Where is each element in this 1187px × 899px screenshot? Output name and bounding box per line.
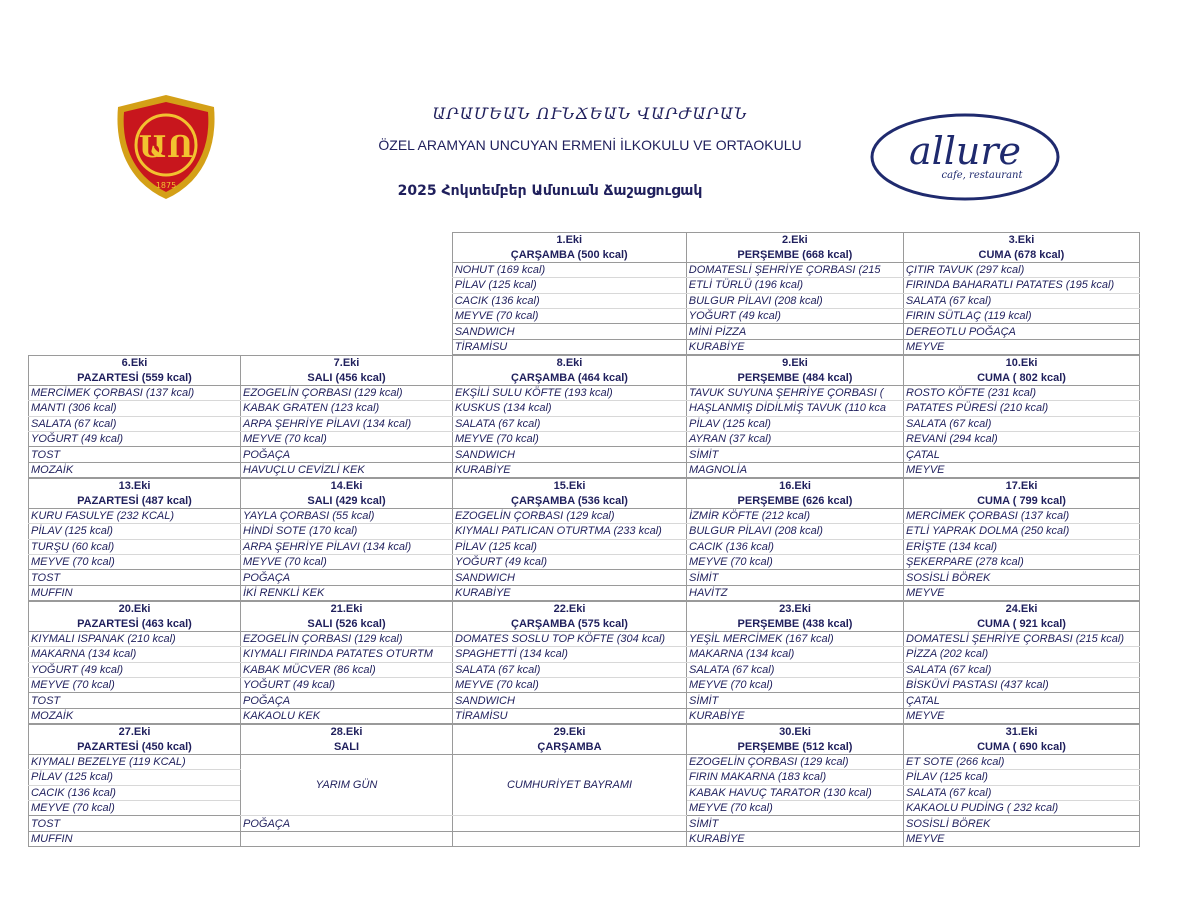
menu-row [29,401,1140,416]
menu-item: REVANİ (294 kcal) [904,431,1140,446]
day-date-persembe: 30.Eki [687,725,904,740]
snack-item: TOST [29,570,241,585]
day-header-row [29,479,1140,494]
menu-item: SALATA (67 kcal) [453,416,687,431]
school-turkish-title: ÖZEL ARAMYAN UNCUYAN ERMENİ İLKOKULU VE ORTAOKULU [378,137,802,153]
day-header-row [29,602,1140,617]
menu-item: MEYVE (70 kcal) [687,554,904,569]
dessert-item: MAGNOLİA [687,462,904,477]
day-date-sali: 7.Eki [241,356,453,371]
day-date-cuma: 3.Eki [903,233,1139,248]
menu-item: MEYVE (70 kcal) [687,677,904,692]
day-date-sali: 21.Eki [241,602,453,617]
snack-item: SİMİT [687,447,904,462]
menu-item: MEYVE (70 kcal) [453,431,687,446]
menu-item: EKŞİLİ SULU KÖFTE (193 kcal) [453,385,687,400]
menu-item: KIYMALI BEZELYE (119 KCAL) [29,754,241,769]
day-name-cuma: CUMA ( 799 kcal) [904,493,1140,508]
menu-item: PİLAV (125 kcal) [452,278,686,293]
menu-item: CACIK (136 kcal) [687,539,904,554]
menu-item: MANTI (306 kcal) [29,401,241,416]
day-date-persembe: 16.Eki [687,479,904,494]
day-name-carsamba: ÇARŞAMBA (575 kcal) [453,616,687,631]
menu-item: YEŞİL MERCİMEK (167 kcal) [687,631,904,646]
menu-item: ETLİ TÜRLÜ (196 kcal) [686,278,903,293]
menu-item: EZOGELİN ÇORBASI (129 kcal) [453,508,687,523]
dessert-item: MEYVE [904,708,1140,723]
day-header-row [29,739,1140,754]
holiday-note-sali: YARIM GÜN [241,754,453,816]
menu-row [29,539,1140,554]
allure-brand-text: allure [908,129,1022,173]
dessert-item: KURABİYE [687,708,904,723]
menu-row [29,508,1140,523]
crest-year: 1875 [155,181,177,190]
dessert-item: HAVUÇLU CEVİZLİ KEK [241,462,453,477]
dessert-item [241,831,453,846]
menu-row [29,831,1140,846]
day-header-row [29,616,1140,631]
menu-item: MEYVE (70 kcal) [452,308,686,323]
menu-item: SALATA (67 kcal) [903,293,1139,308]
menu-item: AYRAN (37 kcal) [687,431,904,446]
menu-item: KABAK MÜCVER (86 kcal) [241,662,453,677]
dessert-item: HAVİTZ [687,585,904,600]
menu-item: HİNDİ SOTE (170 kcal) [241,524,453,539]
menu-item: PİLAV (125 kcal) [29,524,241,539]
snack-item: POĞAÇA [241,447,453,462]
menu-item: MEYVE (70 kcal) [29,800,241,815]
day-header-row [29,370,1140,385]
menu-item: FIRIN SÜTLAÇ (119 kcal) [903,308,1139,323]
menu-item: MAKARNA (134 kcal) [687,647,904,662]
day-date-cuma: 10.Eki [904,356,1140,371]
empty-cell [240,262,452,277]
day-name-pazartesi: PAZARTESİ (450 kcal) [29,739,241,754]
menu-item: PİLAV (125 kcal) [453,539,687,554]
snack-item: SOSİSLİ BÖREK [904,816,1140,831]
menu-item: BİSKÜVİ PASTASI (437 kcal) [904,677,1140,692]
day-date-carsamba: 15.Eki [453,479,687,494]
menu-item: DOMATES SOSLU TOP KÖFTE (304 kcal) [453,631,687,646]
day-date-cuma: 17.Eki [904,479,1140,494]
menu-item: DOMATESLİ ŞEHRİYE ÇORBASI (215 kcal) [904,631,1140,646]
menu-item: KABAK GRATEN (123 kcal) [241,401,453,416]
menu-item: YAYLA ÇORBASI (55 kcal) [241,508,453,523]
day-header-row [29,493,1140,508]
week-table [28,478,1140,601]
dessert-item: MEYVE [904,831,1140,846]
empty-cell [240,339,452,354]
menu-item: PİLAV (125 kcal) [904,770,1140,785]
menu-month-title: 2025 Հոկտեմբեր Ամսուան Ճաշացուցակ [397,183,703,199]
day-date-carsamba: 8.Eki [453,356,687,371]
day-name-cuma: CUMA ( 802 kcal) [904,370,1140,385]
menu-item: PİZZA (202 kcal) [904,647,1140,662]
empty-cell [240,293,452,308]
day-name-pazartesi: PAZARTESİ (487 kcal) [29,493,241,508]
empty-cell [28,308,240,323]
day-date-persembe: 2.Eki [686,233,903,248]
menu-row [29,662,1140,677]
menu-row [29,677,1140,692]
dessert-item: KURABİYE [687,831,904,846]
menu-row [29,462,1140,477]
menu-item: ROSTO KÖFTE (231 kcal) [904,385,1140,400]
menu-row [29,447,1140,462]
empty-cell [28,278,240,293]
menu-item: PATATES PÜRESİ (210 kcal) [904,401,1140,416]
dessert-item: MEYVE [903,339,1139,354]
dessert-item: MUFFIN [29,831,241,846]
snack-item: SİMİT [687,693,904,708]
menu-item: ÇITIR TAVUK (297 kcal) [903,262,1139,277]
school-armenian-title: ԱՐԱՄԵԱՆ ՈՒՆՃԵԱՆ ՎԱՐԺԱՐԱՆ [432,104,748,123]
snack-item [453,816,687,831]
day-name-persembe: PERŞEMBE (668 kcal) [686,247,903,262]
school-crest-logo [110,93,222,201]
menu-item: EZOGELİN ÇORBASI (129 kcal) [687,754,904,769]
dessert-item: İKİ RENKLİ KEK [241,585,453,600]
allure-tagline: cafe, restaurant [941,170,1023,181]
menu-item: ET SOTE (266 kcal) [904,754,1140,769]
menu-row [28,293,1140,308]
menu-item: SPAGHETTİ (134 kcal) [453,647,687,662]
empty-cell [240,233,452,248]
dessert-item: MUFFIN [29,585,241,600]
snack-item: DEREOTLU POĞAÇA [903,324,1139,339]
snack-item: SANDWICH [453,693,687,708]
menu-item: SALATA (67 kcal) [687,662,904,677]
crest-monogram: ԱՈ [138,130,194,165]
menu-item: HAŞLANMIŞ DİDİLMİŞ TAVUK (110 kca [687,401,904,416]
day-name-carsamba: ÇARŞAMBA [453,739,687,754]
dessert-item: TİRAMİSU [453,708,687,723]
day-name-carsamba: ÇARŞAMBA (500 kcal) [452,247,686,262]
dessert-item: KURABİYE [453,585,687,600]
menu-item: NOHUT (169 kcal) [452,262,686,277]
day-date-persembe: 9.Eki [687,356,904,371]
snack-item: SİMİT [687,816,904,831]
snack-item: SANDWICH [452,324,686,339]
snack-item: POĞAÇA [241,816,453,831]
menu-item: BULGUR PİLAVI (208 kcal) [686,293,903,308]
menu-item: MAKARNA (134 kcal) [29,647,241,662]
menu-row [29,431,1140,446]
menu-item: FIRIN MAKARNA (183 kcal) [687,770,904,785]
day-date-pazartesi: 13.Eki [29,479,241,494]
menu-item: SALATA (67 kcal) [904,662,1140,677]
empty-cell [240,247,452,262]
day-name-sali: SALI (429 kcal) [241,493,453,508]
day-header-row [29,356,1140,371]
day-date-pazartesi: 20.Eki [29,602,241,617]
day-name-sali: SALI [241,739,453,754]
empty-cell [28,293,240,308]
week-table [28,601,1140,724]
menu-item: ARPA ŞEHRİYE PİLAVI (134 kcal) [241,539,453,554]
empty-cell [28,233,240,248]
day-header-row [28,247,1140,262]
menu-item: YOĞURT (49 kcal) [453,554,687,569]
menu-item: KIYMALI PATLICAN OTURTMA (233 kcal) [453,524,687,539]
menu-item: KIYMALI FIRINDA PATATES OTURTM [241,647,453,662]
day-name-carsamba: ÇARŞAMBA (464 kcal) [453,370,687,385]
snack-item: ÇATAL [904,447,1140,462]
day-name-cuma: CUMA ( 921 kcal) [904,616,1140,631]
menu-row [28,308,1140,323]
empty-cell [240,324,452,339]
menu-item: ETLİ YAPRAK DOLMA (250 kcal) [904,524,1140,539]
day-date-persembe: 23.Eki [687,602,904,617]
menu-row [29,385,1140,400]
day-date-sali: 14.Eki [241,479,453,494]
menu-row [29,647,1140,662]
menu-item: YOĞURT (49 kcal) [241,677,453,692]
week-table [28,724,1140,847]
day-name-pazartesi: PAZARTESİ (463 kcal) [29,616,241,631]
empty-cell [28,247,240,262]
day-date-pazartesi: 27.Eki [29,725,241,740]
menu-row [29,631,1140,646]
menu-row [29,416,1140,431]
snack-item: POĞAÇA [241,570,453,585]
snack-item: MİNİ PİZZA [686,324,903,339]
menu-item: YOĞURT (49 kcal) [29,662,241,677]
snack-item: SOSİSLİ BÖREK [904,570,1140,585]
dessert-item [453,831,687,846]
day-name-sali: SALI (526 kcal) [241,616,453,631]
menu-item: MEYVE (70 kcal) [29,554,241,569]
menu-item: YOĞURT (49 kcal) [686,308,903,323]
day-name-sali: SALI (456 kcal) [241,370,453,385]
menu-row [29,524,1140,539]
day-date-carsamba: 1.Eki [452,233,686,248]
menu-row [29,754,1140,769]
empty-cell [28,339,240,354]
day-date-cuma: 31.Eki [904,725,1140,740]
menu-item: TAVUK SUYUNA ŞEHRİYE ÇORBASI ( [687,385,904,400]
dessert-item: TİRAMİSU [452,339,686,354]
menu-item: MEYVE (70 kcal) [241,431,453,446]
menu-item: KABAK HAVUÇ TARATOR (130 kcal) [687,785,904,800]
week-table [28,232,1140,355]
menu-item: SALATA (67 kcal) [29,416,241,431]
menu-item: ERİŞTE (134 kcal) [904,539,1140,554]
menu-row [28,339,1140,354]
empty-cell [28,324,240,339]
menu-item: SALATA (67 kcal) [453,662,687,677]
menu-item: SALATA (67 kcal) [904,416,1140,431]
menu-item: DOMATESLİ ŞEHRİYE ÇORBASI (215 [686,262,903,277]
menu-item: KAKAOLU PUDİNG ( 232 kcal) [904,800,1140,815]
menu-row [28,278,1140,293]
day-name-persembe: PERŞEMBE (626 kcal) [687,493,904,508]
menu-item: MEYVE (70 kcal) [687,800,904,815]
day-date-carsamba: 22.Eki [453,602,687,617]
dessert-item: MEYVE [904,462,1140,477]
snack-item: SANDWICH [453,447,687,462]
menu-item: PİLAV (125 kcal) [687,416,904,431]
menu-item: PİLAV (125 kcal) [29,770,241,785]
menu-item: TURŞU (60 kcal) [29,539,241,554]
day-name-cuma: CUMA ( 690 kcal) [904,739,1140,754]
snack-item: SİMİT [687,570,904,585]
menu-row [28,262,1140,277]
menu-row [29,693,1140,708]
day-name-persembe: PERŞEMBE (484 kcal) [687,370,904,385]
snack-item: ÇATAL [904,693,1140,708]
menu-item: ARPA ŞEHRİYE PİLAVI (134 kcal) [241,416,453,431]
menu-row [29,585,1140,600]
dessert-item: KURABİYE [453,462,687,477]
dessert-item: MOZAİK [29,462,241,477]
menu-row [29,570,1140,585]
day-date-pazartesi: 6.Eki [29,356,241,371]
menu-item: KIYMALI ISPANAK (210 kcal) [29,631,241,646]
menu-item: FIRINDA BAHARATLI PATATES (195 kcal) [903,278,1139,293]
menu-item: MEYVE (70 kcal) [29,677,241,692]
dessert-item: MEYVE [904,585,1140,600]
day-header-row [29,725,1140,740]
menu-item: KURU FASULYE (232 KCAL) [29,508,241,523]
menu-row [29,708,1140,723]
menu-item: YOĞURT (49 kcal) [29,431,241,446]
menu-item: BULGUR PİLAVI (208 kcal) [687,524,904,539]
allure-restaurant-logo [870,112,1060,202]
day-name-persembe: PERŞEMBE (512 kcal) [687,739,904,754]
dessert-item: KAKAOLU KEK [241,708,453,723]
menu-item: CACIK (136 kcal) [29,785,241,800]
snack-item: TOST [29,693,241,708]
empty-cell [28,262,240,277]
snack-item: POĞAÇA [241,693,453,708]
menu-item: MEYVE (70 kcal) [453,677,687,692]
menu-item: CACIK (136 kcal) [452,293,686,308]
snack-item: TOST [29,447,241,462]
menu-item: MERCİMEK ÇORBASI (137 kcal) [904,508,1140,523]
day-date-cuma: 24.Eki [904,602,1140,617]
empty-cell [240,278,452,293]
day-name-carsamba: ÇARŞAMBA (536 kcal) [453,493,687,508]
snack-item: SANDWICH [453,570,687,585]
day-header-row [28,233,1140,248]
day-date-sali: 28.Eki [241,725,453,740]
day-date-carsamba: 29.Eki [453,725,687,740]
menu-row [29,816,1140,831]
dessert-item: KURABİYE [686,339,903,354]
day-name-pazartesi: PAZARTESİ (559 kcal) [29,370,241,385]
menu-item: KUSKUS (134 kcal) [453,401,687,416]
snack-item: TOST [29,816,241,831]
menu-item: MERCİMEK ÇORBASI (137 kcal) [29,385,241,400]
day-name-cuma: CUMA (678 kcal) [903,247,1139,262]
menu-item: İZMİR KÖFTE (212 kcal) [687,508,904,523]
dessert-item: MOZAİK [29,708,241,723]
menu-item: SALATA (67 kcal) [904,785,1140,800]
menu-row [28,324,1140,339]
day-name-persembe: PERŞEMBE (438 kcal) [687,616,904,631]
menu-item: EZOGELİN ÇORBASI (129 kcal) [241,385,453,400]
menu-item: EZOGELİN ÇORBASI (129 kcal) [241,631,453,646]
empty-cell [240,308,452,323]
menu-row [29,554,1140,569]
holiday-note-carsamba: CUMHURİYET BAYRAMI [453,754,687,816]
week-table [28,355,1140,478]
menu-item: MEYVE (70 kcal) [241,554,453,569]
menu-item: ŞEKERPARE (278 kcal) [904,554,1140,569]
